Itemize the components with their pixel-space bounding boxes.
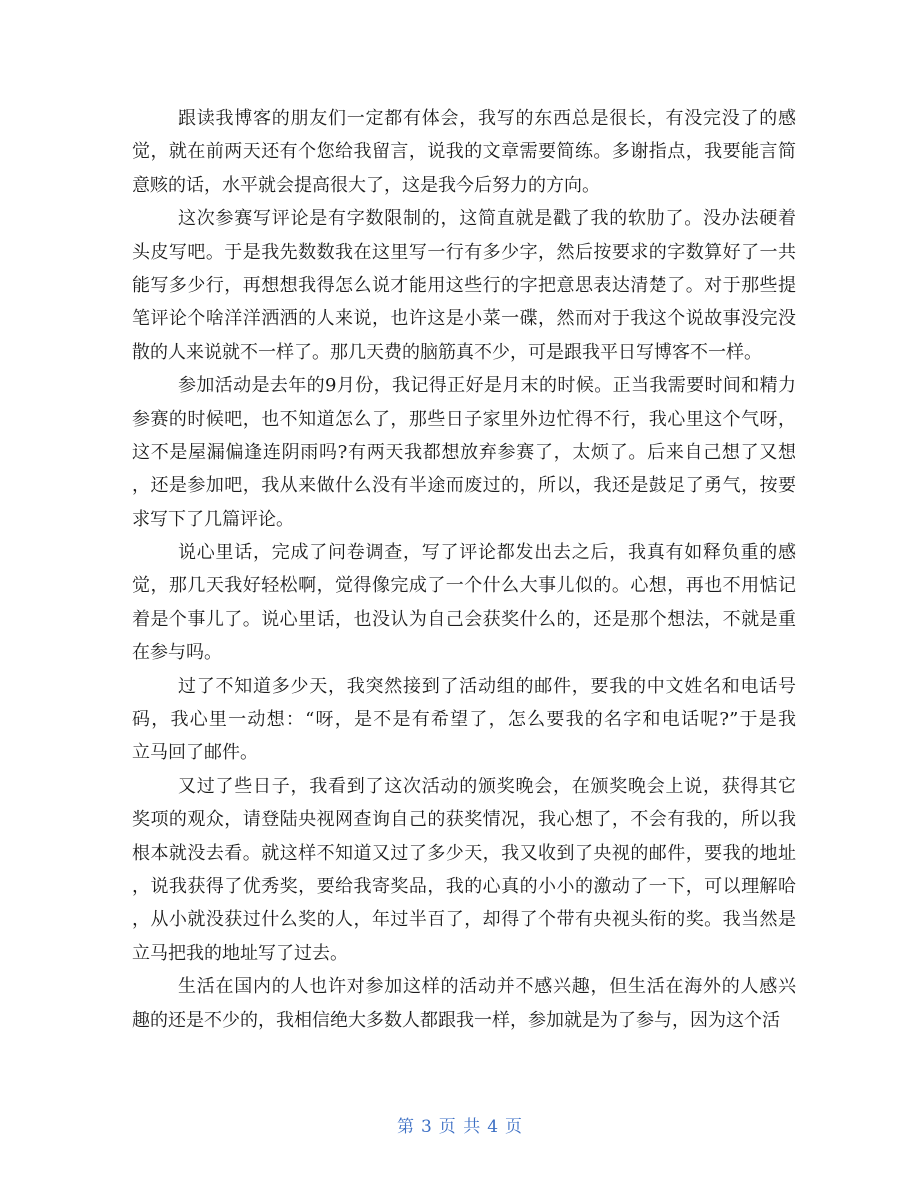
paragraph [132,369,796,536]
paragraph-line: 能写多少行，再想想我得怎么说才能用这些行的字把意思表达清楚了。对于那些提 [132,274,796,296]
paragraph-line: ，从小就没获过什么奖的人，年过半百了，却得了个带有央视头衔的奖。我当然是 [132,909,796,931]
paragraph-line: 过了不知道多少天，我突然接到了活动组的邮件，要我的中文姓名和电话号 [178,675,796,697]
paragraph-line: 趣的还是不少的，我相信绝大多数人都跟我一样，参加就是为了参与，因为这个活 [132,1009,780,1031]
footer-suffix: 页 [505,1117,524,1137]
footer-prefix: 第 [396,1117,415,1137]
paragraph-line: 笔评论个啥洋洋洒洒的人来说，也许这是小菜一碟，然而对于我这个说故事没完没 [132,308,796,330]
paragraph-line: 参赛的时候吧，也不知道怎么了，那些日子家里外边忙得不行，我心里这个气呀， [132,408,796,430]
document-body [132,102,796,1037]
paragraph-line: 立马回了邮件。 [132,742,258,764]
paragraph-line: 根本就没去看。就这样不知道又过了多少天，我又收到了央视的邮件，要我的地址 [132,842,796,864]
paragraph-line: 觉，那几天我好轻松啊，觉得像完成了一个什么大事儿似的。心想，再也不用惦记 [132,575,796,597]
footer-page-number: 3 [420,1117,433,1137]
paragraph-line: 跟读我博客的朋友们一定都有体会，我写的东西总是很长，有没完没了的感 [178,108,796,129]
paragraph [132,536,796,670]
paragraph-line: 这不是屋漏偏逢连阴雨吗?有两天我都想放弃参赛了，太烦了。后来自己想了又想 [132,441,796,463]
paragraph [132,670,796,770]
paragraph-line: 又过了些日子，我看到了这次活动的颁奖晚会，在颁奖晚会上说，获得其它 [178,775,796,797]
paragraph-line: 着是个事儿了。说心里话，也没认为自己会获奖什么的，还是那个想法，不就是重 [132,608,796,630]
footer-middle: 页 共 [438,1117,482,1137]
paragraph-line: 说心里话，完成了问卷调查，写了评论都发出去之后，我真有如释负重的感 [178,542,796,564]
paragraph-line: 意赅的话，水平就会提高很大了，这是我今后努力的方向。 [132,174,600,196]
paragraph-line: 觉，就在前两天还有个您给我留言，说我的文章需要简练。多谢指点，我要能言简 [132,141,796,163]
paragraph-line: 这次参赛写评论是有字数限制的，这简直就是戳了我的软肋了。没办法硬着 [178,208,796,230]
footer-total-pages: 4 [487,1117,500,1137]
paragraph [132,970,796,1037]
paragraph-line: 在参与吗。 [132,642,222,664]
paragraph [132,202,796,369]
page-footer [0,1112,920,1137]
paragraph-line: 生活在国内的人也许对参加这样的活动并不感兴趣，但生活在海外的人感兴 [178,976,796,998]
paragraph-line: 散的人来说就不一样了。那几天费的脑筋真不少，可是跟我平日写博客不一样。 [132,341,762,363]
paragraph-line: 码，我心里一动想：“呀，是不是有希望了，怎么要我的名字和电话呢?”于是我 [132,709,796,731]
paragraph-line: ，说我获得了优秀奖，要给我寄奖品，我的心真的小小的激动了一下，可以理解哈 [132,875,796,897]
paragraph-line: 立马把我的地址写了过去。 [132,942,348,964]
paragraph [132,102,796,202]
paragraph-line: 求写下了几篇评论。 [132,508,294,530]
paragraph-line: ，还是参加吧，我从来做什么没有半途而废过的，所以，我还是鼓足了勇气，按要 [132,475,796,497]
paragraph-line: 奖项的观众，请登陆央视网查询自己的获奖情况，我心想了，不会有我的，所以我 [132,809,796,831]
paragraph-line: 头皮写吧。于是我先数数我在这里写一行有多少字，然后按要求的字数算好了一共 [132,241,796,263]
paragraph-line: 参加活动是去年的9月份，我记得正好是月末的时候。正当我需要时间和精力 [178,375,796,397]
paragraph [132,770,796,970]
